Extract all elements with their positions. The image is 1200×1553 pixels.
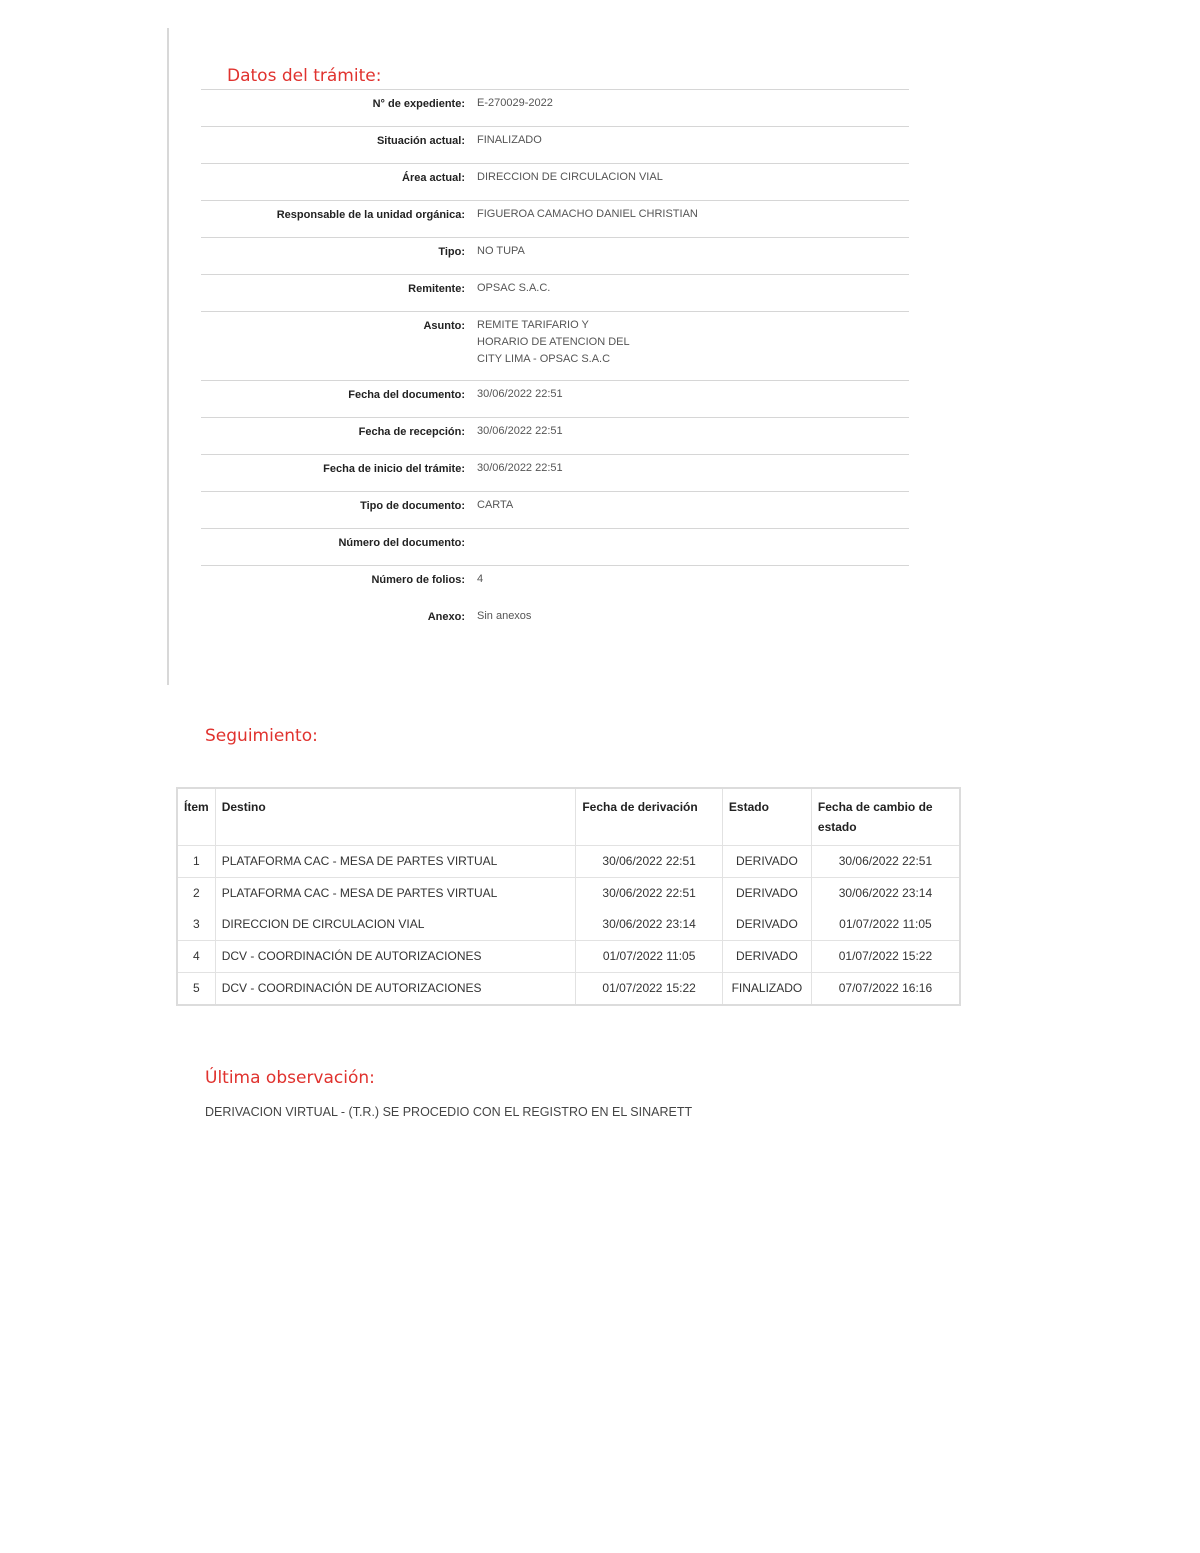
datos-value: Sin anexos	[477, 610, 532, 622]
cell-fecha: 30/06/2022 22:51	[576, 846, 723, 878]
cell-cambio: 01/07/2022 15:22	[811, 941, 960, 973]
datos-row-fecha-documento	[201, 380, 909, 417]
datos-value: 30/06/2022 22:51	[477, 388, 563, 400]
datos-value	[465, 526, 909, 534]
cell-item: 2	[177, 878, 215, 910]
cell-fecha: 30/06/2022 23:14	[576, 909, 723, 941]
cell-estado: DERIVADO	[722, 846, 811, 878]
cell-fecha: 01/07/2022 11:05	[576, 941, 723, 973]
cell-destino: DIRECCION DE CIRCULACION VIAL	[215, 909, 576, 941]
datos-label: Número del documento:	[338, 537, 465, 549]
table-header-row	[177, 788, 960, 846]
table-row	[177, 846, 960, 878]
datos-value: CARTA	[477, 499, 514, 511]
datos-row-fecha-inicio	[201, 454, 909, 491]
header-fecha-cambio: Fecha de cambio de estado	[811, 788, 960, 846]
datos-tramite-heading: Datos del trámite:	[227, 66, 382, 86]
asunto-line: HORARIO DE ATENCION DEL	[477, 336, 630, 348]
datos-label: Fecha de recepción:	[358, 426, 465, 438]
cell-destino: DCV - COORDINACIÓN DE AUTORIZACIONES	[215, 973, 576, 1006]
cell-cambio: 07/07/2022 16:16	[811, 973, 960, 1006]
datos-label: Anexo:	[427, 611, 465, 623]
datos-value: OPSAC S.A.C.	[477, 282, 551, 294]
cell-item: 3	[177, 909, 215, 941]
datos-row-remitente	[201, 274, 909, 311]
asunto-line: CITY LIMA - OPSAC S.A.C	[477, 353, 611, 365]
ultima-observacion-text: DERIVACION VIRTUAL - (T.R.) SE PROCEDIO CON EL REGISTRO EN EL SINARETT	[205, 1105, 693, 1119]
cell-item: 1	[177, 846, 215, 878]
table-row	[177, 909, 960, 941]
datos-row-area	[201, 163, 909, 200]
header-item: Ítem	[177, 788, 215, 846]
datos-row-asunto	[201, 311, 909, 380]
datos-row-folios	[201, 565, 909, 602]
seguimiento-heading: Seguimiento:	[205, 726, 318, 746]
datos-label: Situación actual:	[376, 135, 465, 147]
datos-value: 30/06/2022 22:51	[477, 425, 563, 437]
ultima-observacion-heading: Última observación:	[205, 1068, 375, 1088]
cell-item: 5	[177, 973, 215, 1006]
asunto-line: REMITE TARIFARIO Y	[477, 319, 589, 331]
datos-label: Fecha del documento:	[348, 389, 465, 401]
datos-row-situacion	[201, 126, 909, 163]
cell-cambio: 01/07/2022 11:05	[839, 917, 932, 931]
datos-row-tipo	[201, 237, 909, 274]
table-row	[177, 878, 960, 910]
cell-estado: DERIVADO	[722, 909, 811, 941]
cell-destino: PLATAFORMA CAC - MESA DE PARTES VIRTUAL	[215, 878, 576, 910]
cell-estado: DERIVADO	[722, 941, 811, 973]
datos-row-anexo	[201, 602, 909, 639]
datos-label: N° de expediente:	[372, 98, 465, 110]
header-destino: Destino	[215, 788, 576, 846]
datos-label: Fecha de inicio del trámite:	[323, 463, 465, 475]
header-estado: Estado	[722, 788, 811, 846]
datos-value: FINALIZADO	[477, 134, 542, 146]
datos-label: Tipo de documento:	[360, 500, 465, 512]
datos-label: Tipo:	[438, 246, 465, 258]
datos-value: NO TUPA	[477, 245, 525, 257]
cell-fecha: 30/06/2022 22:51	[576, 878, 723, 910]
datos-label: Número de folios:	[371, 574, 465, 586]
table-row	[177, 973, 960, 1006]
cell-estado: FINALIZADO	[722, 973, 811, 1006]
table-row	[177, 941, 960, 973]
datos-value: DIRECCION DE CIRCULACION VIAL	[477, 171, 663, 183]
header-fecha-derivacion: Fecha de derivación	[576, 788, 723, 846]
datos-row-numero-documento	[201, 528, 909, 565]
datos-value: 30/06/2022 22:51	[477, 462, 563, 474]
datos-label: Asunto:	[423, 320, 465, 332]
datos-row-responsable	[201, 200, 909, 237]
datos-label: Responsable de la unidad orgánica:	[276, 209, 465, 221]
cell-cambio: 30/06/2022 22:51	[811, 846, 960, 878]
cell-fecha: 01/07/2022 15:22	[576, 973, 723, 1006]
datos-row-fecha-recepcion	[201, 417, 909, 454]
datos-label: Remitente:	[408, 283, 465, 295]
cell-destino: PLATAFORMA CAC - MESA DE PARTES VIRTUAL	[215, 846, 576, 878]
cell-item: 4	[177, 941, 215, 973]
datos-value: E-270029-2022	[477, 97, 553, 109]
datos-tramite-list	[201, 89, 909, 639]
datos-value: FIGUEROA CAMACHO DANIEL CHRISTIAN	[477, 208, 698, 220]
datos-value: 4	[477, 573, 484, 585]
cell-estado: DERIVADO	[722, 878, 811, 910]
datos-value	[465, 309, 909, 380]
seguimiento-table	[176, 787, 961, 1006]
datos-row-tipo-documento	[201, 491, 909, 528]
left-divider	[167, 28, 169, 685]
cell-cambio: 30/06/2022 23:14	[811, 878, 960, 910]
datos-row-expediente	[201, 89, 909, 126]
datos-label: Área actual:	[402, 172, 465, 184]
cell-destino: DCV - COORDINACIÓN DE AUTORIZACIONES	[215, 941, 576, 973]
